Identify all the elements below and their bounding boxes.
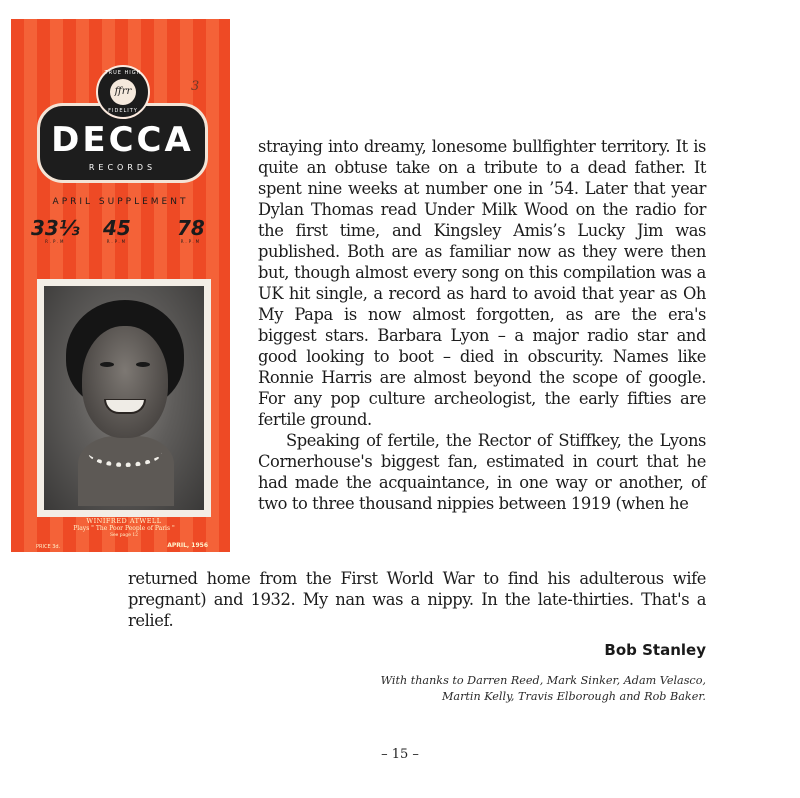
paragraph-1: straying into dreamy, lonesome bullfighter territory. It is quite an obtuse take on a tribute to a dead father. It spent nine weeks at number one in ’54. Later that year Dylan Thomas read Under Milk Wood on the radio for the first time, and Kingsley Amis’s Lucky Jim was published. Both are as familiar now as they were then but, though almost every song on this compilation was a UK hit single, a record as hard to avoid that year as Oh My Papa is now almost forgotten, as are the era's biggest stars. Barbara Lyon – a major radio star and good looking to boot – died in obscurity. Names like Ronnie Harris are almost beyond the scope of google. For any pop culture archeologist, the early fifties are fertile ground. [258,137,706,429]
portrait-eye-left [100,362,114,367]
supplement-heading: APRIL SUPPLEMENT [52,197,189,207]
body-text-continuation [128,568,706,631]
author-signature: Bob Stanley [604,641,706,659]
page-number: – 15 – [381,747,419,762]
acknowledgements-line-1: With thanks to Darren Reed, Mark Sinker, Adam Velasco, [380,674,706,687]
caption-line: Plays " The Poor People of Paris " [73,525,175,532]
pencil-note: 3 [191,79,200,94]
caption-name: WINIFRED ATWELL [86,517,162,525]
speed-45: 45 R.P.M [103,216,131,244]
speed-78: 78 R.P.M [177,216,205,244]
seal-top-text: TRUE HIGH [104,70,142,76]
body-text-column [258,136,706,514]
paragraph-2-end: returned home from the First World War to find his adulterous wife pregnant) and 1932. My nan was a nippy. In the late-thirties. That's a relief. [128,569,706,630]
portrait-face [82,326,168,438]
portrait-eye-right [136,362,150,367]
decca-catalogue-cover [11,19,230,552]
ffrr-seal-logo [96,65,150,119]
portrait-necklace [88,438,162,467]
seal-bottom-text: FIDELITY [108,108,138,114]
cover-date: APRIL, 1956 [167,542,208,549]
acknowledgements [340,673,706,705]
brand-subtitle: RECORDS [88,163,157,172]
paragraph-2-start: Speaking of fertile, the Rector of Stiffkey, the Lyons Cornerhouse's biggest fan, estimated in court that he had made the acquaintance, in one way or another, of two to three thousand nippies between 1919 (when he [258,431,706,513]
portrait-smile [104,399,146,414]
caption-see: See page 12 [109,533,139,538]
acknowledgements-line-2: Martin Kelly, Travis Elborough and Rob Baker. [441,690,706,703]
portrait-photo [44,286,204,510]
portrait-photo-frame [37,279,211,517]
seal-mark: ffrr [110,79,136,105]
cover-price: PRICE 3d. [36,544,61,550]
speed-33: 33⅓ R.P.M [31,216,80,244]
brand-name: DECCA [51,120,194,160]
cover-caption [37,518,211,539]
